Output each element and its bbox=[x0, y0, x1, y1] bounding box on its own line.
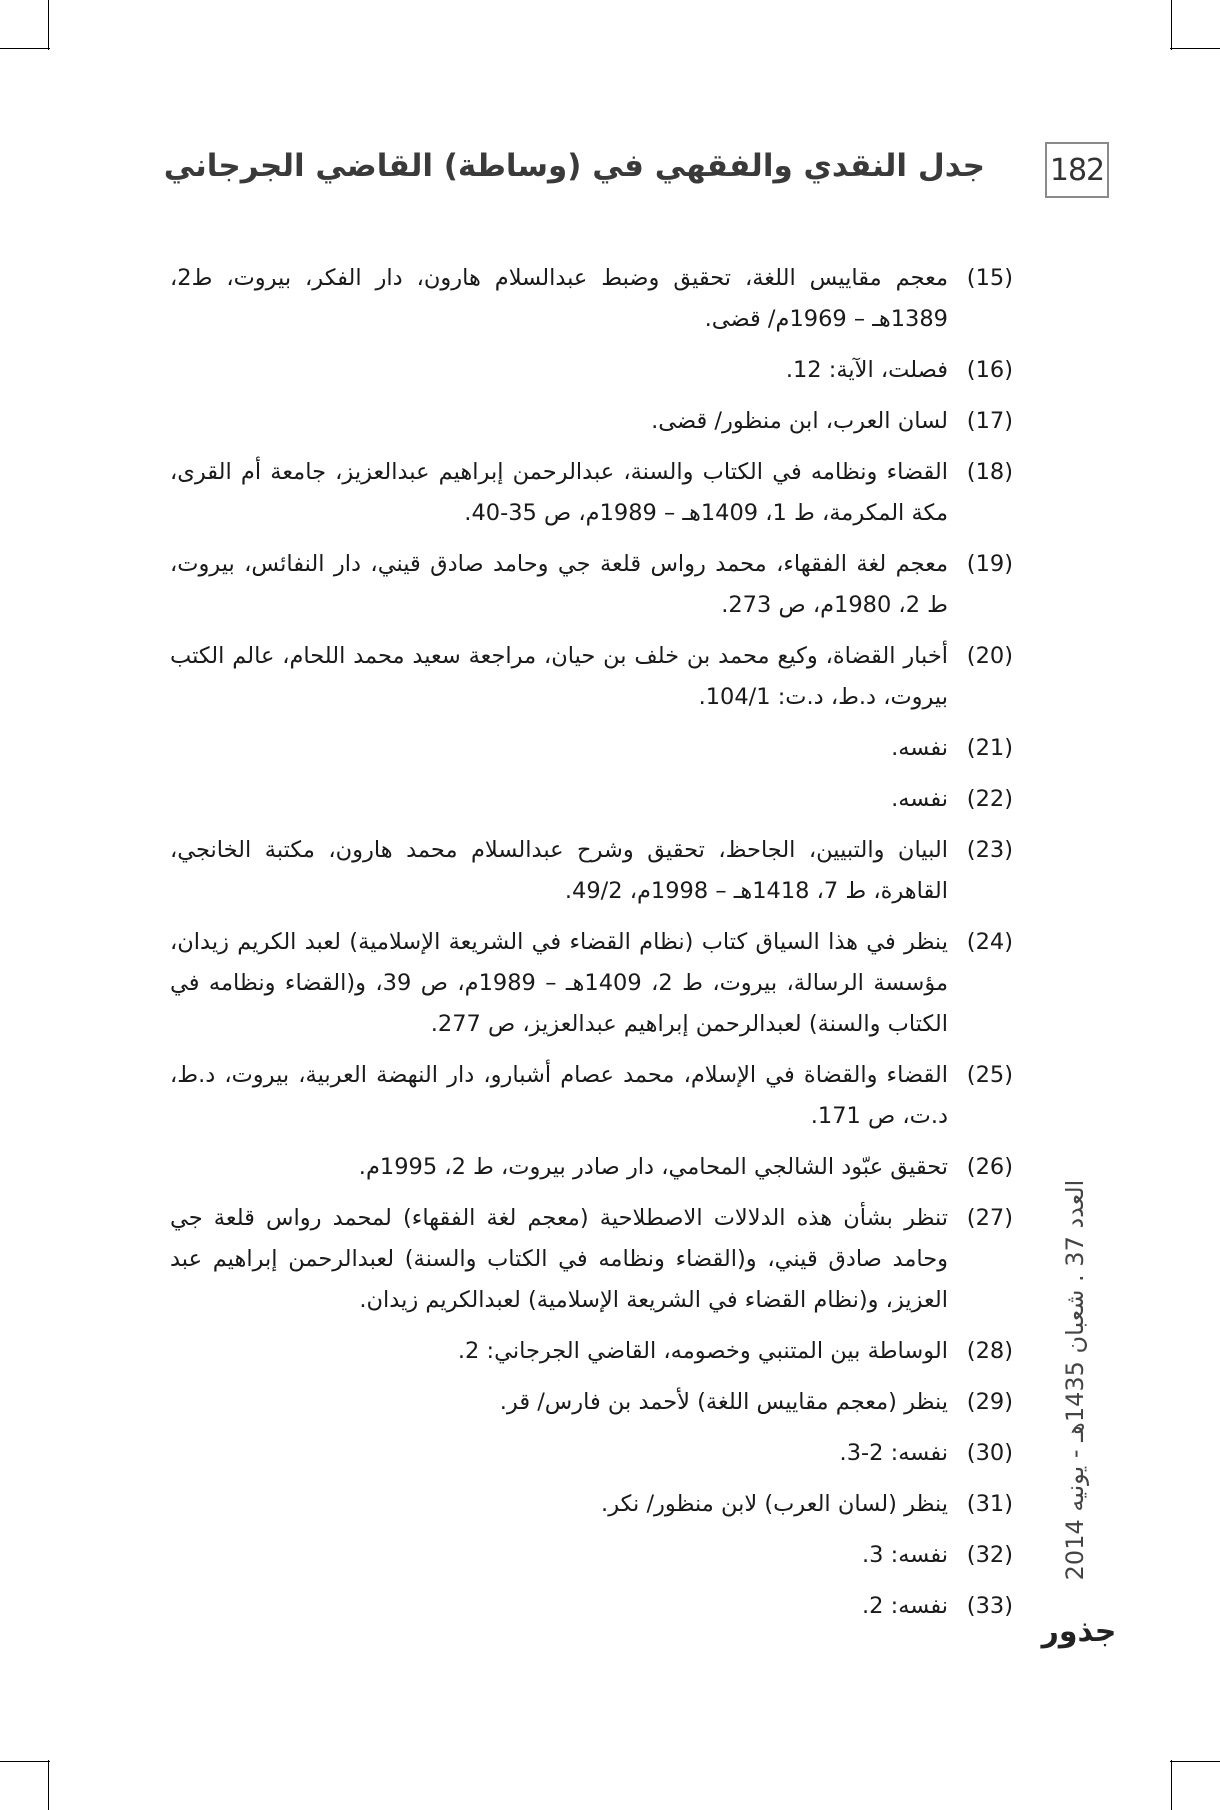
endnote bbox=[170, 1147, 1013, 1188]
endnote-text: لسان العرب، ابن منظور/ قضى. bbox=[651, 408, 948, 434]
endnote-text: معجم لغة الفقهاء، محمد رواس قلعة جي وحامد صادق قيني، دار النفائس، بيروت، ط 2، 1980م، ص 273. bbox=[170, 551, 948, 618]
endnote bbox=[170, 401, 1013, 442]
endnote bbox=[170, 544, 1013, 626]
crop-mark bbox=[48, 0, 49, 50]
endnote bbox=[170, 922, 1013, 1045]
endnote-text: فصلت، الآية: 12. bbox=[785, 357, 948, 383]
page-number: 182 bbox=[1045, 142, 1109, 198]
crop-mark bbox=[1170, 1761, 1220, 1762]
crop-mark bbox=[0, 48, 50, 49]
endnote-number: (27) bbox=[966, 1205, 1013, 1231]
endnote bbox=[170, 1055, 1013, 1137]
endnote bbox=[170, 1198, 1013, 1321]
endnote-text: تحقيق عبّود الشالجي المحامي، دار صادر بيروت، ط 2، 1995م. bbox=[358, 1154, 948, 1180]
endnote-text: نفسه. bbox=[891, 735, 948, 761]
endnote-text: نفسه. bbox=[891, 786, 948, 812]
journal-logo: جذور bbox=[1041, 1614, 1117, 1649]
crop-mark bbox=[48, 1760, 49, 1810]
endnote bbox=[170, 258, 1013, 340]
endnote-number: (25) bbox=[966, 1062, 1013, 1088]
endnote-number: (24) bbox=[966, 929, 1013, 955]
endnote-text: البيان والتبيين، الجاحظ، تحقيق وشرح عبدالسلام محمد هارون، مكتبة الخانجي، القاهرة، ط 7، 1418هـ – 1998م، 49/2. bbox=[170, 837, 948, 904]
endnote bbox=[170, 1382, 1013, 1423]
endnote-text: نفسه: 2-3. bbox=[839, 1440, 948, 1466]
endnote-number: (26) bbox=[966, 1154, 1013, 1180]
endnote bbox=[170, 452, 1013, 534]
crop-mark bbox=[0, 1761, 50, 1762]
endnote-number: (30) bbox=[966, 1440, 1013, 1466]
endnote-text: ينظر (معجم مقاييس اللغة) لأحمد بن فارس/ قر. bbox=[499, 1389, 948, 1415]
endnote-text: ينظر (لسان العرب) لابن منظور/ نكر. bbox=[601, 1491, 948, 1517]
endnote-text: أخبار القضاة، وكيع محمد بن خلف بن حيان، مراجعة سعيد محمد اللحام، عالم الكتب بيروت، د.ط، د.ت: 104/1. bbox=[170, 643, 948, 710]
endnote-number: (31) bbox=[966, 1491, 1013, 1517]
running-title: جدل النقدي والفقهي في (وساطة) القاضي الجرجاني bbox=[163, 148, 985, 184]
endnote-number: (16) bbox=[966, 357, 1013, 383]
endnote-number: (29) bbox=[966, 1389, 1013, 1415]
endnote bbox=[170, 1433, 1013, 1474]
endnote bbox=[170, 1484, 1013, 1525]
endnote-number: (32) bbox=[966, 1542, 1013, 1568]
endnote-number: (20) bbox=[966, 643, 1013, 669]
endnote-text: نفسه: 2. bbox=[862, 1593, 948, 1619]
endnote bbox=[170, 636, 1013, 718]
endnote-number: (18) bbox=[966, 459, 1013, 485]
endnote bbox=[170, 728, 1013, 769]
endnote-text: الوساطة بين المتنبي وخصومه، القاضي الجرجاني: 2. bbox=[457, 1338, 948, 1364]
endnote-text: تنظر بشأن هذه الدلالات الاصطلاحية (معجم لغة الفقهاء) لمحمد رواس قلعة جي وحامد صادق قيني، و(القضاء ونظامه في الكتاب والسنة) لعبدالرحمن إبراهيم عبد العزيز، و(نظام القضاء في الشريعة الإسلامية) لعبدالكريم زيدان. bbox=[170, 1205, 948, 1313]
crop-mark bbox=[1171, 1760, 1172, 1810]
endnote bbox=[170, 830, 1013, 912]
endnote-number: (17) bbox=[966, 408, 1013, 434]
endnote-number: (28) bbox=[966, 1338, 1013, 1364]
issue-caption: العدد 37 . شعبان 1435هـ - يونيه 2014 bbox=[1061, 1179, 1089, 1581]
crop-mark bbox=[1170, 48, 1220, 49]
endnote-number: (21) bbox=[966, 735, 1013, 761]
endnote-number: (22) bbox=[966, 786, 1013, 812]
endnote bbox=[170, 1331, 1013, 1372]
endnote-number: (23) bbox=[966, 837, 1013, 863]
endnote-number: (15) bbox=[966, 265, 1013, 291]
crop-mark bbox=[1171, 0, 1172, 50]
endnote-number: (33) bbox=[966, 1593, 1013, 1619]
endnote-text: ينظر في هذا السياق كتاب (نظام القضاء في الشريعة الإسلامية) لعبد الكريم زيدان، مؤسسة الرسالة، بيروت، ط 2، 1409هـ – 1989م، ص 39، و(القضاء ونظامه في الكتاب والسنة) لعبدالرحمن إبراهيم عبدالعزيز، ص 277. bbox=[170, 929, 949, 1037]
endnote-text: معجم مقاييس اللغة، تحقيق وضبط عبدالسلام هارون، دار الفكر، بيروت، ط2، 1389هـ – 1969م/ قضى. bbox=[170, 265, 948, 332]
endnote-number: (19) bbox=[966, 551, 1013, 577]
endnote bbox=[170, 779, 1013, 820]
endnote bbox=[170, 350, 1013, 391]
endnote-text: القضاء والقضاة في الإسلام، محمد عصام أشبارو، دار النهضة العربية، بيروت، د.ط، د.ت، ص 171. bbox=[170, 1062, 948, 1129]
endnote bbox=[170, 1535, 1013, 1576]
endnote-text: نفسه: 3. bbox=[862, 1542, 948, 1568]
endnote-text: القضاء ونظامه في الكتاب والسنة، عبدالرحمن إبراهيم عبدالعزيز، جامعة أم القرى، مكة المكرمة، ط 1، 1409هـ – 1989م، ص 35-40. bbox=[170, 459, 948, 526]
endnotes-list bbox=[170, 258, 1013, 1637]
endnote bbox=[170, 1586, 1013, 1627]
